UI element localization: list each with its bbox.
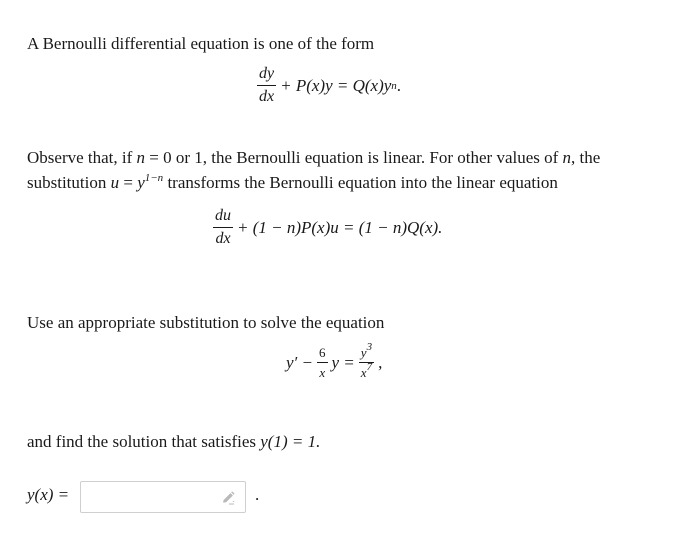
- observe-line-1: Observe that, if n = 0 or 1, the Bernoulli equation is linear. For other values of n, the: [27, 148, 601, 167]
- bernoulli-equation: $\frac{dy}{dx}$ + P(x)y = Q(x)y n .: [259, 65, 402, 105]
- fraction-numerator: dy: [257, 66, 276, 86]
- answer-input[interactable]: [85, 483, 219, 513]
- observe-line-2: substitution $u = y^{1-n}$ transforms the Bernoulli equation into the linear equation: [27, 172, 558, 192]
- given-equation: [286, 341, 383, 380]
- fraction-denominator: dx: [215, 230, 231, 247]
- equation-rest: + (1 − n)P(x)u = (1 − n)Q(x).: [237, 217, 443, 237]
- fraction-denominator: x: [319, 365, 326, 380]
- answer-input-box[interactable]: [80, 481, 246, 513]
- pencil-icon[interactable]: [220, 490, 236, 506]
- fraction-denominator: $x^7$: [360, 361, 373, 380]
- answer-label: y(x) =: [27, 485, 70, 504]
- observe-paragraph: [27, 145, 600, 195]
- y3-over-x7-fraction: [359, 341, 374, 380]
- du-dx-fraction: [213, 208, 233, 247]
- intro-line: A Bernoulli differential equation is one of the form: [27, 34, 375, 53]
- equation-rest: + P(x)y = Q(x)y: [280, 75, 392, 95]
- equation-end: ,: [378, 352, 383, 372]
- intro-text: [27, 31, 374, 56]
- equation-end: .: [396, 75, 402, 95]
- six-over-x-fraction: [317, 346, 328, 379]
- fraction-numerator: du: [213, 208, 233, 228]
- answer-period: .: [255, 485, 260, 504]
- task-line: Use an appropriate substitution to solve the equation: [27, 313, 385, 332]
- initial-condition: y(1) = 1.: [260, 432, 321, 451]
- equation-mid: y =: [331, 352, 355, 372]
- linear-equation: [213, 208, 442, 247]
- fraction-numerator: 6: [317, 346, 328, 363]
- equation-lhs: y′ −: [286, 352, 313, 372]
- condition-text: and find the solution that satisfies y(1) = 1.: [27, 432, 321, 451]
- fraction-numerator: $y^3$: [359, 346, 374, 363]
- dy-dx-fraction: [257, 66, 276, 105]
- fraction-denominator: dx: [259, 88, 275, 105]
- task-text: [27, 310, 384, 335]
